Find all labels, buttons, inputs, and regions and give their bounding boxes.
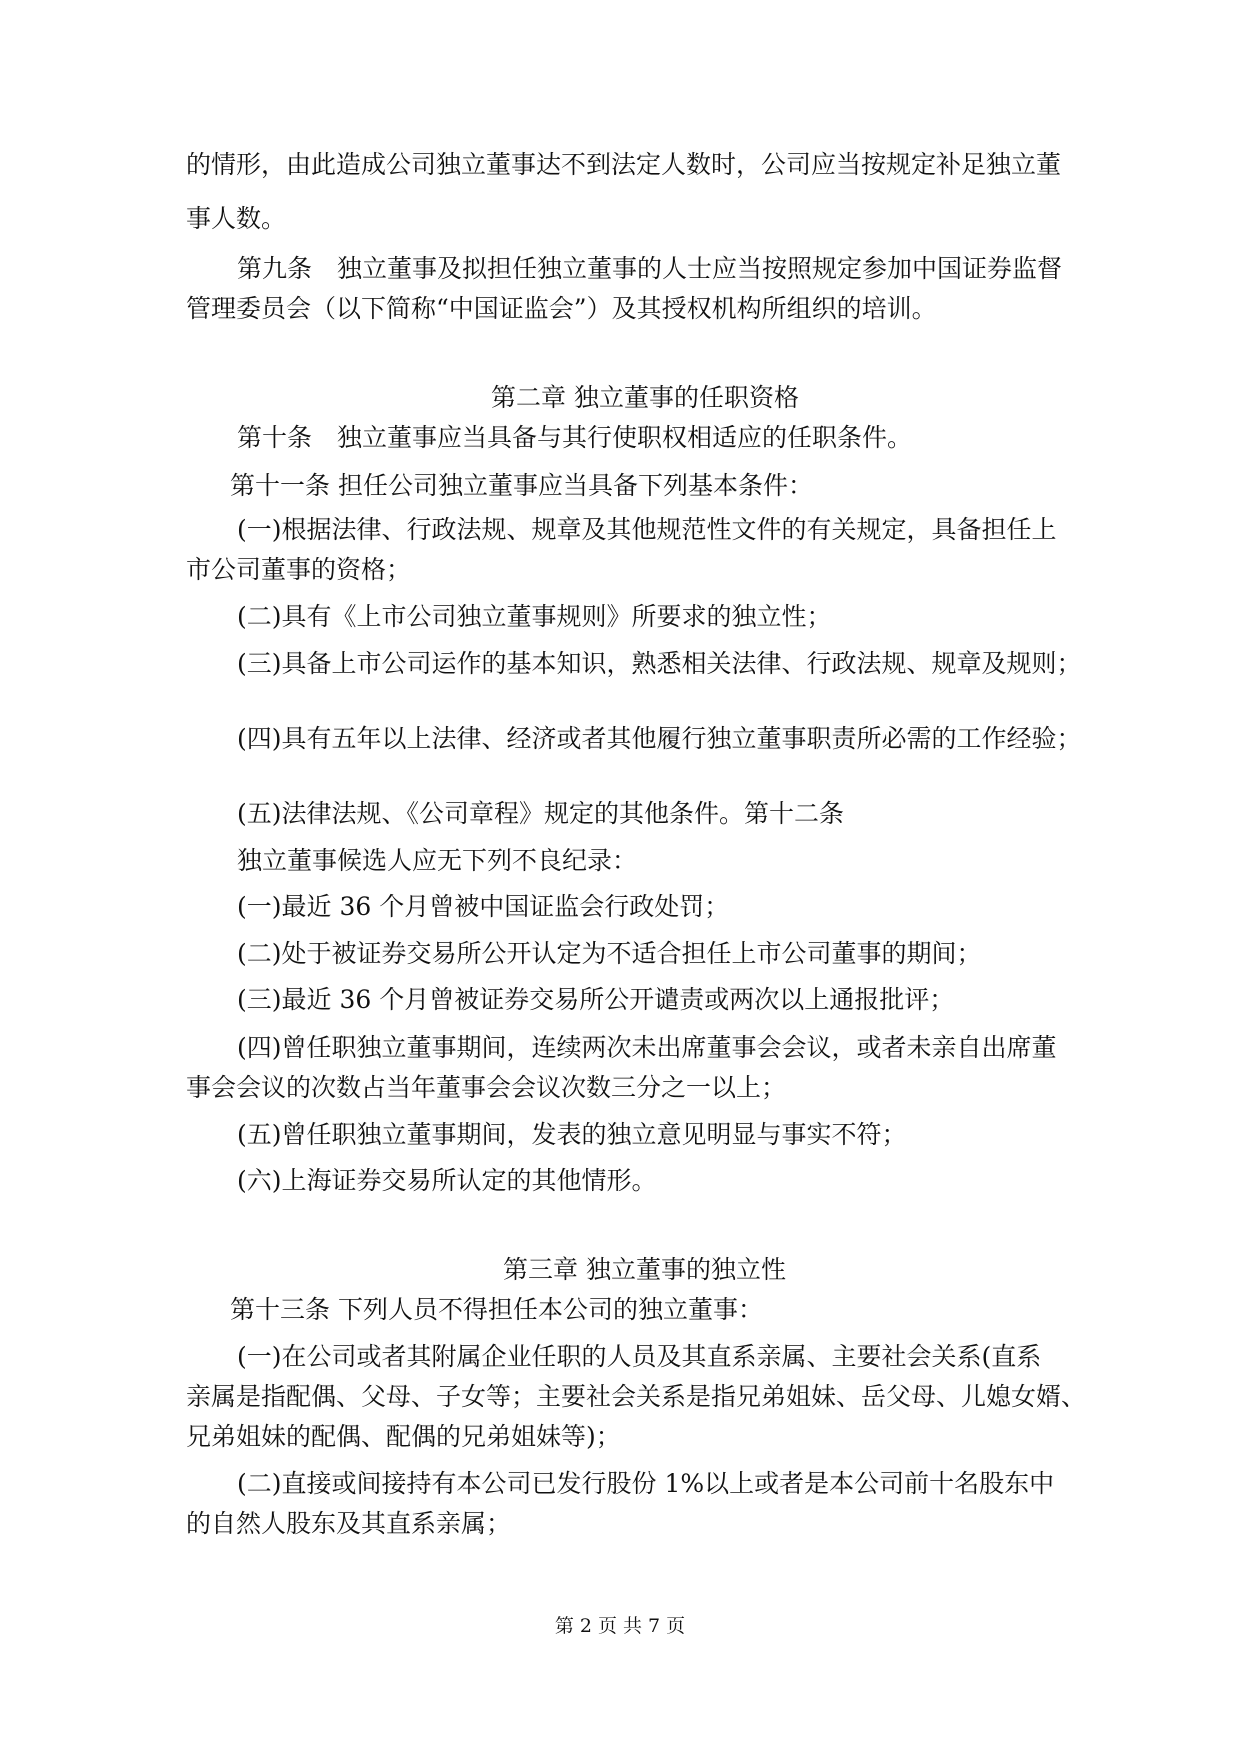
paragraph-line: 兄弟姐妹的配偶、配偶的兄弟姐妹等)； (186, 1422, 621, 1451)
list-item-line: (四)具有五年以上法律、经济或者其他履行独立董事职责所必需的工作经验； (237, 724, 1082, 753)
list-item-line: (三)具备上市公司运作的基本知识，熟悉相关法律、行政法规、规章及规则； (237, 649, 1082, 678)
list-item-line: (五)法律法规、《公司章程》规定的其他条件。第十二条 (237, 799, 845, 828)
article-13-line: 第十三条 下列人员不得担任本公司的独立董事： (230, 1295, 763, 1324)
paragraph-line: 的自然人股东及其直系亲属； (186, 1509, 512, 1538)
chapter-2-heading: 第二章 独立董事的任职资格 (491, 383, 799, 412)
page-number-footer: 第 2 页 共 7 页 (554, 1615, 686, 1637)
paragraph-line: 亲属是指配偶、父母、子女等；主要社会关系是指兄弟姐妹、岳父母、儿媳女婿、 (186, 1382, 1087, 1411)
list-item-line: (一)最近 36 个月曾被中国证监会行政处罚； (237, 892, 730, 921)
paragraph-line: 事人数。 (186, 204, 287, 233)
list-item-line: (二)直接或间接持有本公司已发行股份 1%以上或者是本公司前十名股东中 (237, 1469, 1055, 1498)
article-9-line: 第九条 独立董事及拟担任独立董事的人士应当按照规定参加中国证券监督 (237, 254, 1063, 283)
paragraph-line: 的情形，由此造成公司独立董事达不到法定人数时，公司应当按规定补足独立董 (186, 150, 1062, 179)
list-item-line: (二)具有《上市公司独立董事规则》所要求的独立性； (237, 602, 832, 631)
list-item-line: (一)根据法律、行政法规、规章及其他规范性文件的有关规定，具备担任上 (237, 515, 1057, 544)
list-item-line: (三)最近 36 个月曾被证券交易所公开谴责或两次以上通报批评； (237, 985, 955, 1014)
article-12-line: 独立董事候选人应无下列不良纪录： (237, 846, 638, 875)
list-item-line: (一)在公司或者其附属企业任职的人员及其直系亲属、主要社会关系(直系 (237, 1342, 1042, 1371)
article-10-line: 第十条 独立董事应当具备与其行使职权相适应的任职条件。 (237, 423, 913, 452)
paragraph-line: 市公司董事的资格； (186, 555, 412, 584)
paragraph-line: 管理委员会（以下简称“中国证监会”）及其授权机构所组织的培训。 (186, 294, 937, 323)
chapter-3-heading: 第三章 独立董事的独立性 (503, 1255, 786, 1284)
list-item-line: (五)曾任职独立董事期间，发表的独立意见明显与事实不符； (237, 1120, 907, 1149)
list-item-line: (六)上海证券交易所认定的其他情形。 (237, 1166, 657, 1195)
article-11-line: 第十一条 担任公司独立董事应当具备下列基本条件： (230, 471, 813, 500)
paragraph-line: 事会会议的次数占当年董事会会议次数三分之一以上； (186, 1073, 787, 1102)
list-item-line: (四)曾任职独立董事期间，连续两次未出席董事会会议，或者未亲自出席董 (237, 1033, 1057, 1062)
list-item-line: (二)处于被证券交易所公开认定为不适合担任上市公司董事的期间； (237, 939, 982, 968)
